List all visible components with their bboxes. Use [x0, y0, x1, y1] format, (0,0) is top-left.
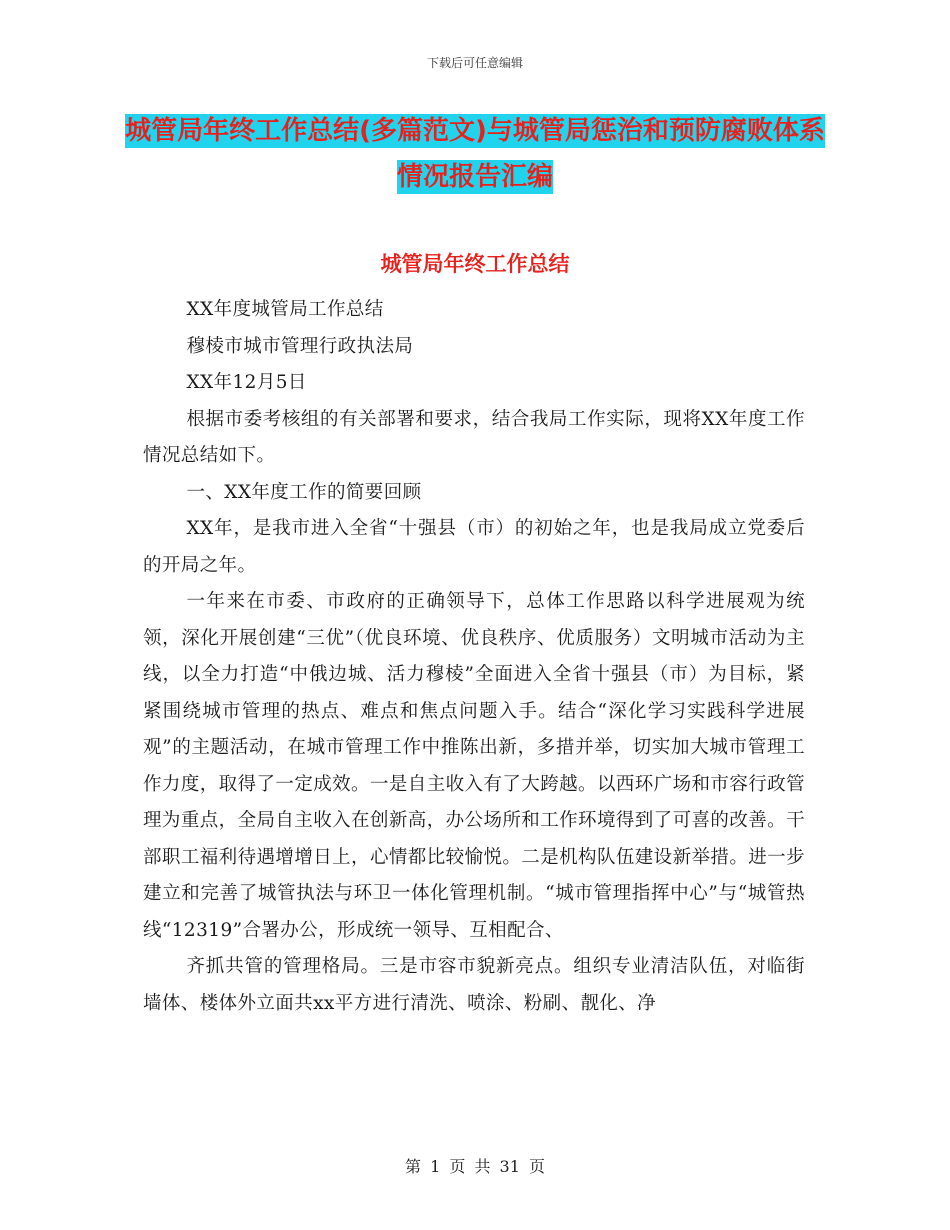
- paragraph: 穆棱市城市管理行政执法局: [186, 335, 414, 357]
- paragraph: 一、XX年度工作的简要回顾: [186, 481, 422, 503]
- page-number-footer: 第 1 页 共 31 页: [405, 1157, 545, 1176]
- document-title-text: 城管局年终工作总结(多篇范文)与城管局惩治和预防腐败体系情况报告汇编: [125, 116, 825, 192]
- document-body: [143, 292, 805, 1022]
- document-title: [120, 108, 830, 200]
- paragraph: 一年来在市委、市政府的正确领导下，总体工作思路以科学进展观为统领，深化开展创建“三优”（优良环境、优良秩序、优质服务）文明城市活动为主线，以全力打造“中俄边城、活力穆棱”全面进入全省十强县（市）为目标，紧紧围绕城市管理的热点、难点和焦点问题入手。结合“深化学习实践科学进展观”的主题活动，在城市管理工作中推陈出新，多措并举，切实加大城市管理工作力度，取得了一定成效。一是自主收入有了大跨越。以西环广场和市容行政管理为重点，全局自主收入在创新高，办公场所和工作环境得到了可喜的改善。干部职工福利待遇增增日上，心情都比较愉悦。二是机构队伍建设新举措。进一步建立和完善了城管执法与环卫一体化管理机制。“城市管理指挥中心”与“城管热线“12319”合署办公，形成统一领导、互相配合、: [143, 591, 805, 941]
- paragraph: XX年度城管局工作总结: [186, 299, 384, 320]
- section-title: 城管局年终工作总结: [380, 252, 570, 276]
- header-note: 下载后可任意编辑: [426, 56, 523, 70]
- paragraph: XX年，是我市进入全省“十强县（市）的初始之年，也是我局成立党委后的开局之年。: [143, 518, 805, 576]
- paragraph: 齐抓共管的管理格局。三是市容市貌新亮点。组织专业清洁队伍，对临街墙体、楼体外立面共xx平方进行清洗、喷涂、粉刷、靓化、净: [143, 956, 805, 1014]
- paragraph: XX年12月5日: [186, 372, 307, 393]
- paragraph: 根据市委考核组的有关部署和要求，结合我局工作实际，现将XX年度工作情况总结如下。: [143, 408, 805, 466]
